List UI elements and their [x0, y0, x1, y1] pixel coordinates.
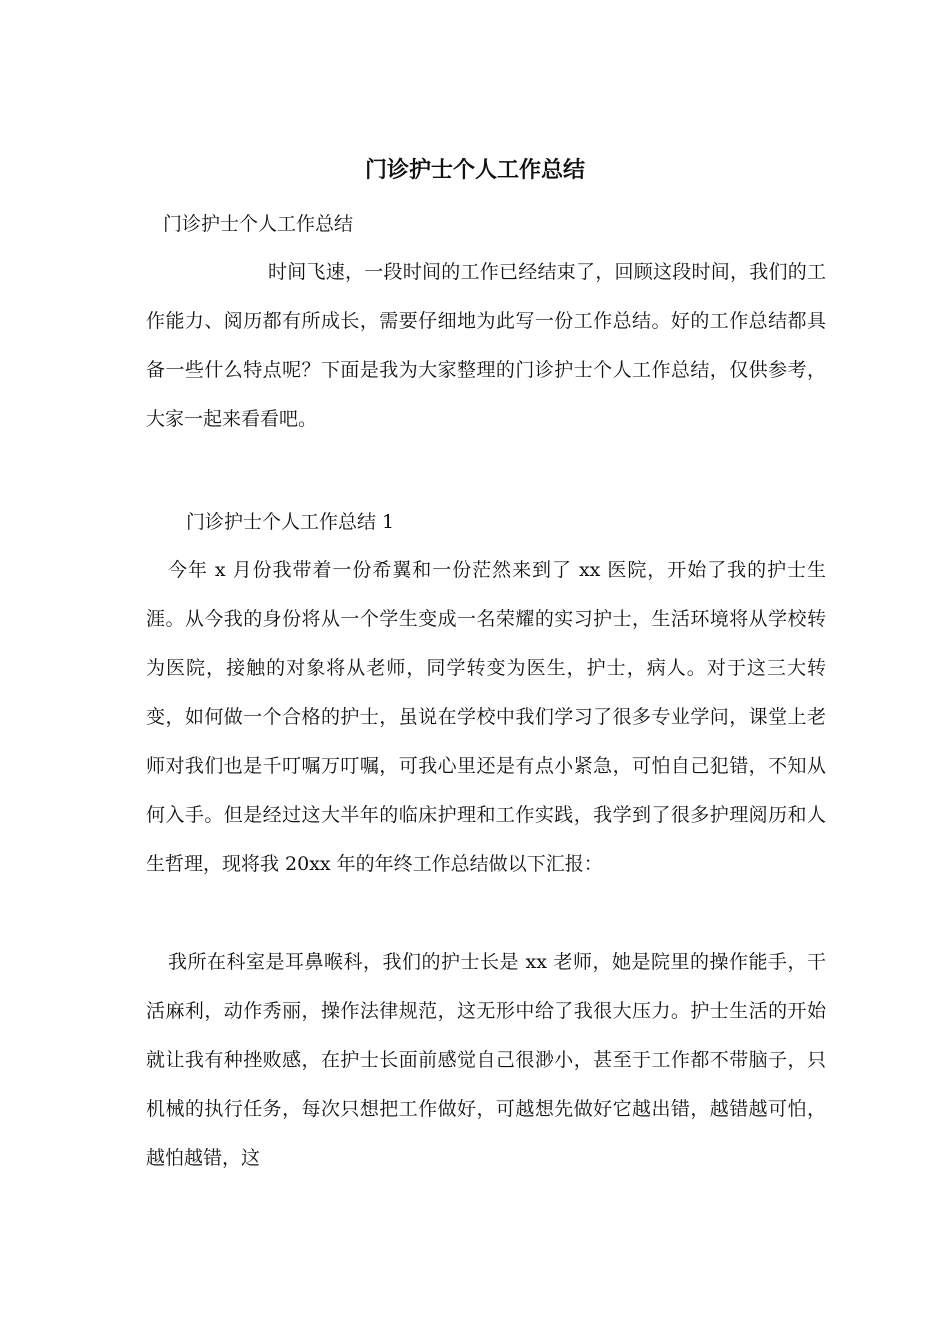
section-heading: 门诊护士个人工作总结 1: [186, 511, 395, 533]
body-paragraph-1: 今年 x 月份我带着一份希翼和一份茫然来到了 xx 医院，开始了我的护士生涯。从今我的身份将从一个学生变成一名荣耀的实习护士，生活环境将从学校转为医院，接触的对象将从老师，同学转变为医生，护士，病人。对于这三大转变，如何做一个合格的护士，虽说在学校中我们学习了很多专业学问，课堂上老师对我们也是千叮嘱万叮嘱，可我心里还是有点小紧急，可怕自己犯错，不知从何入手。但是经过这大半年的临床护理和工作实践，我学到了很多护理阅历和人生哲理，现将我 20xx 年的年终工作总结做以下汇报：: [146, 559, 826, 875]
document-subtitle: 门诊护士个人工作总结: [163, 213, 354, 235]
body-paragraph-2: 我所在科室是耳鼻喉科，我们的护士长是 xx 老师，她是院里的操作能手，干活麻利，动作秀丽，操作法律规范，这无形中给了我很大压力。护士生活的开始就让我有种挫败感，在护士长面前感觉自己很渺小，甚至于工作都不带脑子，只机械的执行任务，每次只想把工作做好，可越想先做好它越出错，越错越可怕，越怕越错，这: [146, 951, 826, 1169]
document-title: 门诊护士个人工作总结: [364, 157, 585, 183]
intro-paragraph: 时间飞速，一段时间的工作已经结束了，回顾这段时间，我们的工作能力、阅历都有所成长，需要仔细地为此写一份工作总结。好的工作总结都具备一些什么特点呢？下面是我为大家整理的门诊护士个人工作总结，仅供参考，大家一起来看看吧。: [146, 261, 826, 430]
